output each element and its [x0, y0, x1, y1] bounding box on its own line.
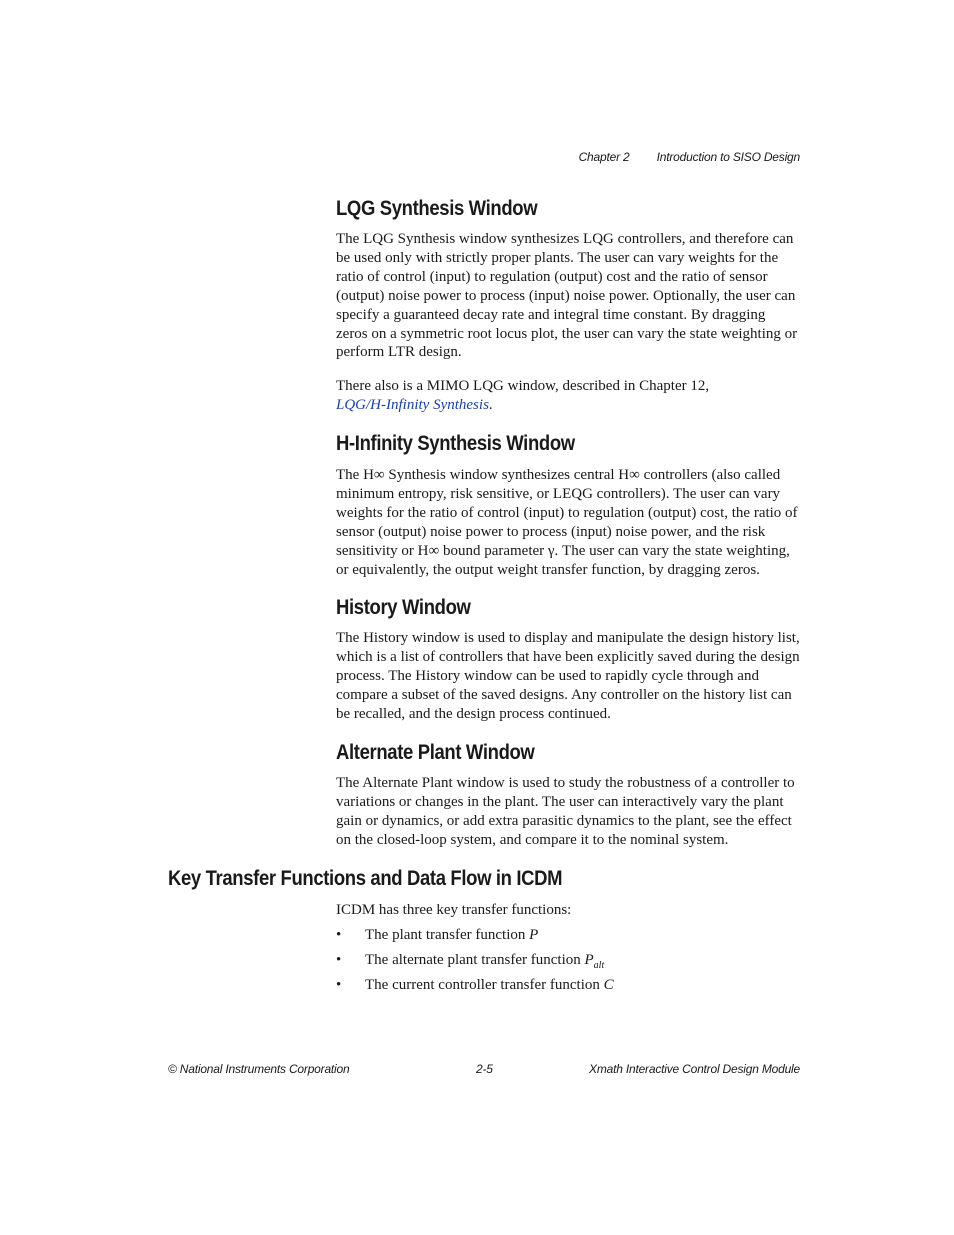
lqg-heading: LQG Synthesis Window [336, 197, 538, 220]
history-heading: History Window [336, 596, 471, 619]
key-transfer-heading: Key Transfer Functions and Data Flow in ICDM [168, 867, 563, 890]
bullet-icon: • [336, 977, 342, 993]
list-item [336, 926, 800, 951]
bullet-icon: • [336, 927, 342, 943]
list-item-text: The plant transfer function [365, 927, 526, 943]
alternate-plant-heading: Alternate Plant Window [336, 741, 535, 764]
footer-product-name: Xmath Interactive Control Design Module [589, 1062, 800, 1076]
running-header [579, 150, 800, 164]
footer-copyright: © National Instruments Corporation [168, 1062, 350, 1076]
mimo-note-paragraph [336, 377, 800, 415]
list-item [336, 951, 800, 976]
list-item-variable: P [584, 952, 594, 968]
key-transfer-intro: ICDM has three key transfer functions: [336, 902, 572, 918]
h-infinity-paragraph: The H∞ Synthesis window synthesizes central H∞ controllers (also called minimum entropy, risk sensitive, or LEQG controllers). The user can vary weights for the ratio of control (input) to regulation (output) cost, the ratio of sensor (output) noise power to process (input) noise power, and the risk sensitivity or H∞ bound parameter γ. The user can vary the state weighting, or equivalently, the output weight transfer function, by dragging zeros. [336, 467, 798, 578]
transfer-function-list [336, 926, 800, 1001]
mimo-note-text: There also is a MIMO LQG window, described in Chapter 12, [336, 378, 710, 394]
h-infinity-heading: H-Infinity Synthesis Window [336, 432, 575, 455]
footer-page-number: 2-5 [476, 1062, 493, 1076]
list-item-variable: P [529, 927, 539, 943]
mimo-note-period: . [488, 396, 493, 413]
lqg-paragraph: The LQG Synthesis window synthesizes LQG controllers, and therefore can be used only with strictly proper plants. The user can vary weights for the ratio of control (input) to regulation (output) cost and the ratio of sensor (output) noise power to process (input) noise power. Optionally, the user can specify a guaranteed decay rate and integral time constant. By dragging zeros on a symmetric root locus plot, the user can vary the state weighting or perform LTR design. [336, 231, 798, 361]
list-item [336, 976, 800, 1001]
history-paragraph: The History window is used to display and manipulate the design history list, which is a list of controllers that have been explicitly saved during the design process. The History window can be used to rapidly cycle through and compare a subset of the saved designs. Any controller on the history list can be recalled, and the design process continued. [336, 630, 800, 722]
alternate-plant-paragraph: The Alternate Plant window is used to study the robustness of a controller to variations or changes in the plant. The user can interactively vary the plant gain or dynamics, or add extra parasitic dynamics to the plant, see the effect on the closed-loop system, and compare it to the nominal system. [336, 775, 795, 848]
lqg-h-infinity-link[interactable]: LQG/H-Infinity Synthesis [336, 396, 489, 413]
list-item-text: The alternate plant transfer function [365, 952, 581, 968]
chapter-number: Chapter 2 [578, 150, 630, 164]
list-item-text: The current controller transfer function [365, 977, 600, 993]
list-item-variable: C [603, 977, 614, 993]
chapter-title: Introduction to SISO Design [656, 150, 800, 164]
bullet-icon: • [336, 952, 342, 968]
list-item-subscript: alt [593, 960, 605, 971]
